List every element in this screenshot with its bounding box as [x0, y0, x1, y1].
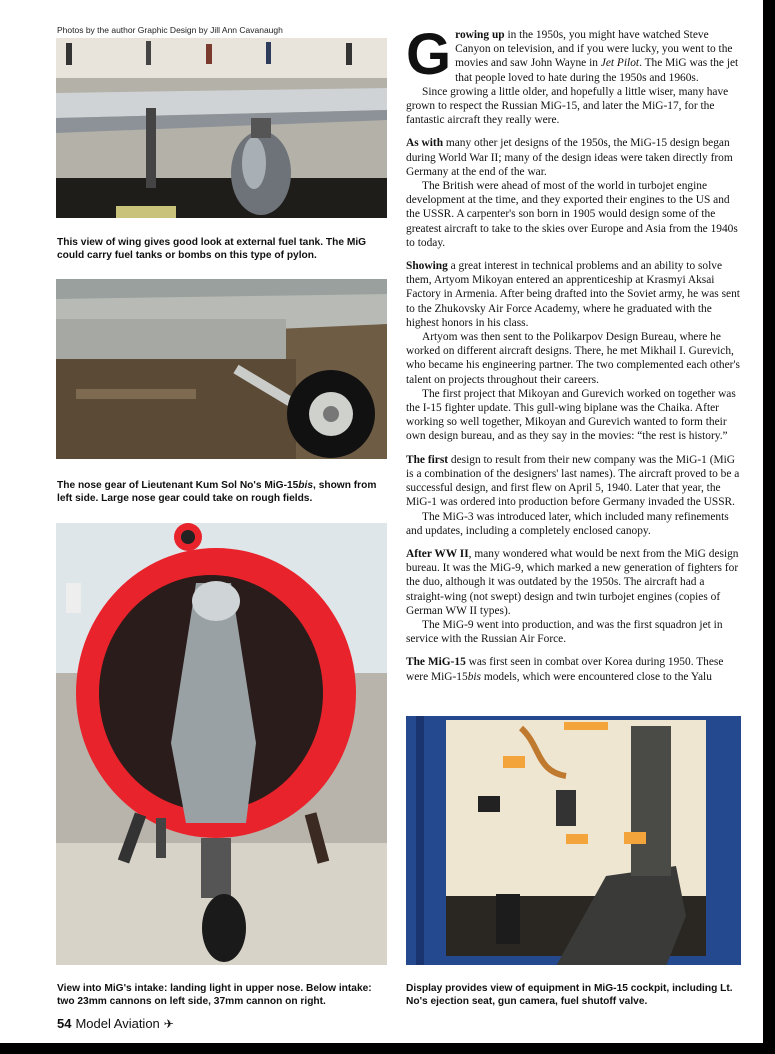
- cockpit-photo-caption: Display provides view of equipment in MiG-15 cockpit, including Lt. No's ejection seat, gun camera, fuel shutoff valve.: [406, 983, 733, 1007]
- drop-cap: G: [406, 22, 452, 87]
- paragraph-lead: Showing: [406, 260, 448, 273]
- page-footer: [57, 1016, 174, 1031]
- article-paragraph-6: Artyom was then sent to the Polikarpov Design Bureau, where he worked on different aircraft designs. There, he met Mikhail I. Gurevich, who became his engineering partner. The two complemented each other's talent on projects throughout their careers.: [406, 331, 740, 386]
- movie-title: Jet Pilot: [600, 57, 640, 70]
- wing-fuel-tank-photo: [56, 38, 387, 218]
- paragraph-lead: As with: [406, 137, 444, 150]
- paragraph-text: many other jet designs of the 1950s, the MiG-15 design began during World War II; many of the design ideas were taken directly from Germany at the end of the war.: [406, 137, 733, 178]
- paragraph-text: in the 1950s, you might have watched Steve Canyon on television, and if you were lucky, you went to the movies and saw John Wayne in: [455, 29, 733, 70]
- page-edge-bottom: [0, 1043, 775, 1054]
- intake-photo-caption: View into MiG's intake: landing light in upper nose. Below intake: two 23mm cannons on left side, 37mm cannon on right.: [57, 983, 372, 1007]
- intake-photo: [56, 523, 387, 965]
- paragraph-text: design to result from their new company was the MiG-1 (MiG is a combination of the designers' last names). The aircraft proved to be a successful design, and first flew on April 5, 1940. Later that year, the MiG-1 was ordered into production before Germany invaded the USSR.: [406, 453, 740, 509]
- paragraph-text: , many wondered what would be next from the MiG design bureau. It was the MiG-9, which marked a new generation of fighters for the duo, although it was outdated by the 1950s. The aircraft had a straight-wing (not swept) design and twin turbojet engines (copies of German WW II types).: [406, 547, 739, 617]
- article-paragraph-2: Since growing a little older, and hopefully a little wiser, many have grown to respect the Russian MiG-15, and later the MiG-17, for the fantastic aircraft they really were.: [406, 85, 729, 127]
- nose-gear-caption-emphasis: bis: [298, 480, 314, 491]
- model-suffix: bis: [467, 670, 481, 683]
- article-paragraph-8: [406, 453, 743, 510]
- page-number: 54: [57, 1016, 72, 1031]
- nose-gear-caption: [57, 479, 392, 505]
- airplane-icon: ✈: [163, 1017, 174, 1031]
- magazine-name: Model Aviation: [75, 1016, 160, 1031]
- paragraph-lead: The first: [406, 453, 449, 466]
- paragraph-text: a great interest in technical problems and an ability to solve them, Artyom Mikoyan entered an apprenticeship at Krasmyi Aksai Factory in Armenia. After being drafted into the Soviet army, he was sent to the Zhukovsky Air Force Academy, where he graduated with the highest honors in his class.: [406, 260, 740, 329]
- photo-credits: Photos by the author Graphic Design by Jill Ann Cavanaugh: [57, 25, 283, 35]
- paragraph-lead: After WW II: [406, 547, 469, 560]
- paragraph-lead: The MiG-15: [406, 656, 466, 669]
- article-paragraph-11: The MiG-9 went into production, and was the first squadron jet in service with the Russian Air Force.: [406, 618, 723, 646]
- article-paragraph-4: The British were ahead of most of the world in turbojet engine development at the time, and they exported their engines to the US and the USSR. A carpenter's son born in 1905 would design some of the greatest aircraft to take to the skies over Europe and Asia from the 1940s to today.: [406, 180, 738, 249]
- paragraph-text: models, which were encountered close to the Yalu: [480, 670, 712, 683]
- nose-gear-photo: [56, 279, 387, 459]
- nose-gear-caption-text-end: , shown from left side. Large nose gear could take on rough fields.: [57, 480, 377, 504]
- cockpit-display-photo: [406, 716, 741, 965]
- article-paragraph-9: The MiG-3 was introduced later, which included many refinements and updates, including a completely enclosed canopy.: [406, 510, 729, 537]
- paragraph-lead: rowing up: [455, 29, 505, 41]
- page-edge-right: [763, 0, 775, 1054]
- article-paragraph-12: [406, 655, 743, 683]
- article-paragraph-1: [406, 22, 743, 87]
- article-paragraph-7: The first project that Mikoyan and Gurevich worked on together was the I-15 fighter update. This gull-wing biplane was the Chaika. After working so well together, Mikoyan and Gurevich wanted to form their own design bureau, and as they say in the movies: “the rest is history.”: [406, 387, 736, 443]
- article-column: [406, 22, 743, 684]
- article-paragraph-10: [406, 547, 743, 618]
- paragraph-text: . The MiG was the jet that people loved to hate during the 1950s and 1960s.: [455, 57, 739, 84]
- nose-gear-caption-text: The nose gear of Lieutenant Kum Sol No's MiG-15: [57, 480, 299, 491]
- paragraph-text: was first seen in combat over Korea during 1950. These were MiG-15: [406, 656, 724, 683]
- wing-photo-caption: This view of wing gives good look at external fuel tank. The MiG could carry fuel tanks or bombs on this type of pylon.: [57, 237, 367, 261]
- article-paragraph-5: [406, 259, 743, 330]
- article-paragraph-3: [406, 136, 743, 179]
